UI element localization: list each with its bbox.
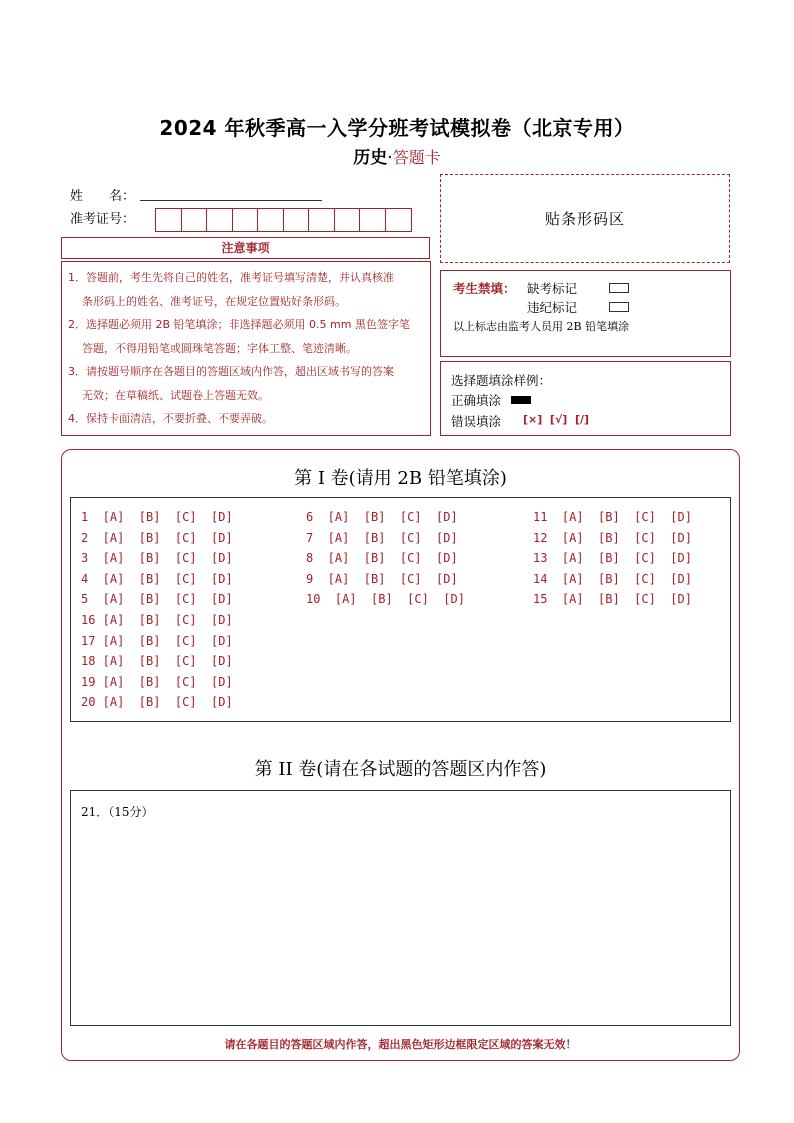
mcq-row[interactable]: 1 [A] [B] [C] [D] xyxy=(81,510,233,524)
exam-id-boxes[interactable] xyxy=(155,208,412,232)
correct-fill-sample xyxy=(511,396,531,404)
notice-item-cont: 答题，不得用铅笔或圆珠笔答题；字体工整、笔迹清晰。 xyxy=(82,341,357,355)
notice-heading: 注意事项 xyxy=(61,237,430,259)
mcq-row[interactable]: 17 [A] [B] [C] [D] xyxy=(81,633,233,648)
mcq-row[interactable]: 9 [A] [B] [C] [D] xyxy=(306,571,458,586)
exam-id-cell[interactable] xyxy=(258,209,284,231)
mcq-col1 xyxy=(81,507,233,713)
essay-box-21[interactable] xyxy=(70,790,731,1026)
notice-item: 4．保持卡面清洁，不要折叠、不要弄破。 xyxy=(68,412,273,425)
section1-title: 第 I 卷(请用 2B 铅笔填涂) xyxy=(294,468,507,489)
card-label: 答题卡 xyxy=(392,148,441,167)
exam-id-label: 准考证号： xyxy=(70,212,136,227)
exam-id-cell[interactable] xyxy=(233,209,259,231)
subject-label: 历史 xyxy=(353,148,388,168)
mcq-row[interactable]: 13 [A] [B] [C] [D] xyxy=(533,551,692,566)
mcq-row[interactable]: 3 [A] [B] [C] [D] xyxy=(81,551,233,566)
mcq-row[interactable]: 16 [A] [B] [C] [D] xyxy=(81,612,233,627)
footer-warning: 请在各题目的答题区域内作答，超出黑色矩形边框限定区域的答案无效！ xyxy=(224,1038,577,1051)
mcq-row[interactable]: 5 [A] [B] [C] [D] xyxy=(81,592,233,607)
subtitle-dot: · xyxy=(387,148,393,168)
question-21-label: 21．（15分） xyxy=(81,805,154,819)
mcq-row[interactable]: 4 [A] [B] [C] [D] xyxy=(81,571,233,586)
notice-box xyxy=(61,261,431,436)
exam-id-cell[interactable] xyxy=(207,209,233,231)
mcq-row[interactable]: 7 [A] [B] [C] [D] xyxy=(306,530,458,545)
wrong-label: 错误填涂 xyxy=(451,414,502,429)
exam-id-cell[interactable] xyxy=(386,209,412,231)
sample-heading: 选择题填涂样例： xyxy=(451,373,552,388)
mcq-row[interactable]: 2 [A] [B] [C] [D] xyxy=(81,530,233,545)
exam-id-cell[interactable] xyxy=(156,209,182,231)
mcq-box xyxy=(70,497,731,722)
mcq-row[interactable]: 14 [A] [B] [C] [D] xyxy=(533,571,692,586)
name-label: 姓 名： xyxy=(70,189,136,204)
mcq-row[interactable]: 8 [A] [B] [C] [D] xyxy=(306,551,458,566)
notice-item-cont: 无效；在草稿纸、试题卷上答题无效。 xyxy=(82,388,269,402)
mcq-row[interactable]: 12 [A] [B] [C] [D] xyxy=(533,530,692,545)
exam-id-cell[interactable] xyxy=(335,209,361,231)
section2-title: 第 II 卷(请在各试题的答题区内作答) xyxy=(254,759,547,780)
violation-label: 违纪标记 xyxy=(527,300,578,315)
barcode-label: 贴条形码区 xyxy=(544,210,625,228)
violation-mark[interactable] xyxy=(609,302,629,312)
mcq-row[interactable]: 11 [A] [B] [C] [D] xyxy=(533,510,692,524)
page-title: 2024 年秋季高一入学分班考试模拟卷（北京专用） xyxy=(159,116,635,140)
mcq-row[interactable]: 10 [A] [B] [C] [D] xyxy=(306,592,465,607)
notice-item: 3．请按题号顺序在各题目的答题区域内作答，超出区域书写的答案 xyxy=(68,365,394,378)
sample-box xyxy=(440,361,731,436)
notice-item-cont: 条形码上的姓名、准考证号，在规定位置贴好条形码。 xyxy=(82,294,346,308)
exam-id-cell[interactable] xyxy=(284,209,310,231)
forbid-label: 考生禁填： xyxy=(453,281,516,296)
mcq-row[interactable]: 19 [A] [B] [C] [D] xyxy=(81,674,233,689)
barcode-area xyxy=(440,174,730,263)
mcq-col3 xyxy=(533,507,692,610)
name-field[interactable] xyxy=(140,200,322,201)
exam-id-cell[interactable] xyxy=(182,209,208,231)
wrong-marks: [×] [√] [/] xyxy=(523,413,590,426)
exam-id-cell[interactable] xyxy=(360,209,386,231)
page-subtitle xyxy=(0,143,794,168)
absent-label: 缺考标记 xyxy=(527,281,578,296)
notice-item: 2．选择题必须用 2B 铅笔填涂；非选择题必须用 0.5 mm 黑色签字笔 xyxy=(68,318,410,331)
exam-id-cell[interactable] xyxy=(309,209,335,231)
notice-item: 1．答题前，考生先将自己的姓名，准考证号填写清楚，并认真核准 xyxy=(68,271,394,284)
forbid-note: 以上标志由监考人员用 2B 铅笔填涂 xyxy=(453,320,630,333)
mcq-col2 xyxy=(306,507,465,610)
mcq-row[interactable]: 18 [A] [B] [C] [D] xyxy=(81,654,233,669)
absent-mark[interactable] xyxy=(609,283,629,293)
mcq-row[interactable]: 6 [A] [B] [C] [D] xyxy=(306,510,458,524)
correct-label: 正确填涂 xyxy=(451,393,502,408)
forbid-box xyxy=(440,270,731,357)
mcq-row[interactable]: 15 [A] [B] [C] [D] xyxy=(533,592,692,607)
mcq-row[interactable]: 20 [A] [B] [C] [D] xyxy=(81,695,233,710)
